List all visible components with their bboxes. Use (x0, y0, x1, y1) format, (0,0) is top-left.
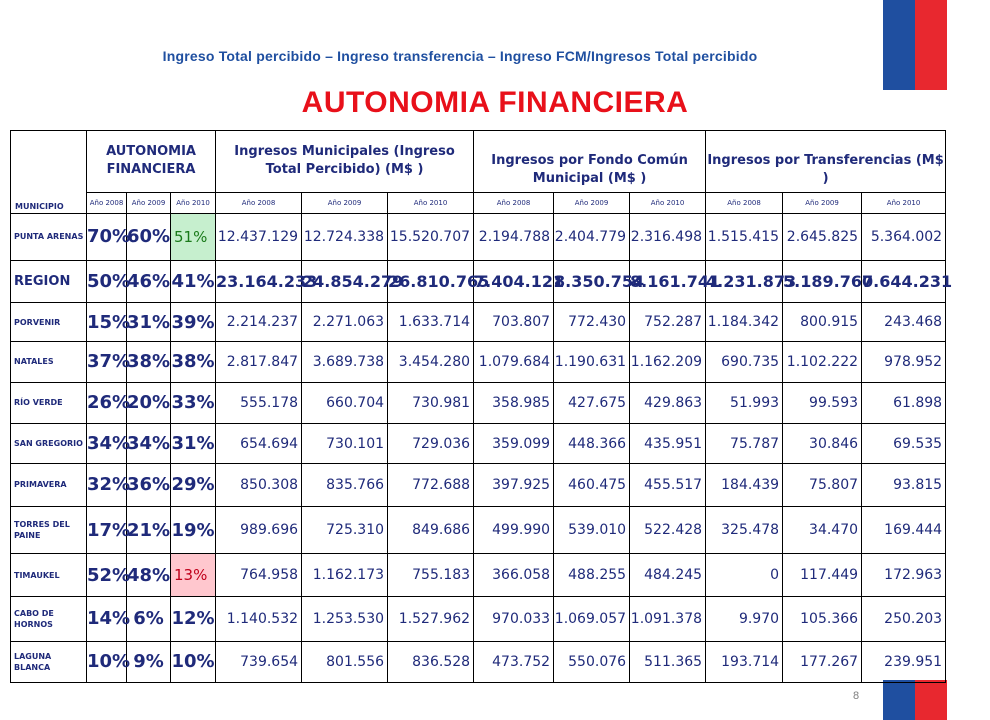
page-number: 8 (853, 690, 860, 702)
slide-title: AUTONOMIA FINANCIERA (301, 86, 689, 119)
transferencias-cell: 250.203 (862, 596, 946, 641)
ingresos-municipales-cell: 836.528 (388, 641, 474, 682)
municipio-cell: CABO DE HORNOS (11, 596, 87, 641)
ingresos-municipales-cell: 654.694 (216, 423, 302, 463)
fcm-cell: 455.517 (630, 464, 706, 506)
autonomia-cell: 26% (87, 382, 127, 423)
year-header: Año 2009 (554, 192, 630, 213)
fcm-cell: 1.069.057 (554, 596, 630, 641)
year-header: Año 2008 (474, 192, 554, 213)
fcm-cell: 359.099 (474, 423, 554, 463)
group-header-autonomia: AUTONOMIA FINANCIERA (87, 131, 216, 193)
municipio-cell: REGION (11, 260, 87, 302)
ingresos-municipales-cell: 1.527.962 (388, 596, 474, 641)
fcm-cell: 448.366 (554, 423, 630, 463)
year-header: Año 2008 (87, 192, 127, 213)
autonomia-cell: 34% (127, 423, 171, 463)
table-row (11, 423, 946, 463)
ingresos-municipales-cell: 835.766 (302, 464, 388, 506)
municipio-cell: PORVENIR (11, 302, 87, 341)
municipio-cell: NATALES (11, 342, 87, 382)
table-row (11, 302, 946, 341)
fcm-cell: 397.925 (474, 464, 554, 506)
autonomia-cell: 14% (87, 596, 127, 641)
autonomia-cell: 19% (171, 506, 216, 554)
fcm-cell: 8.161.741 (630, 260, 706, 302)
transferencias-cell: 99.593 (783, 382, 862, 423)
table-row (11, 596, 946, 641)
fcm-cell: 970.033 (474, 596, 554, 641)
header-row-years (11, 192, 946, 213)
transferencias-cell: 0 (706, 554, 783, 596)
table-row (11, 213, 946, 260)
transferencias-cell: 193.714 (706, 641, 783, 682)
fcm-cell: 1.190.631 (554, 342, 630, 382)
ingresos-municipales-cell: 15.520.707 (388, 213, 474, 260)
fcm-cell: 429.863 (630, 382, 706, 423)
autonomia-cell: 34% (87, 423, 127, 463)
ingresos-municipales-cell: 801.556 (302, 641, 388, 682)
fcm-cell: 460.475 (554, 464, 630, 506)
fcm-cell: 8.350.754 (554, 260, 630, 302)
year-header: Año 2010 (388, 192, 474, 213)
autonomia-cell: 29% (171, 464, 216, 506)
year-header: Año 2008 (216, 192, 302, 213)
fcm-cell: 2.194.788 (474, 213, 554, 260)
fcm-cell: 1.091.378 (630, 596, 706, 641)
autonomia-cell: 38% (171, 342, 216, 382)
autonomia-cell: 21% (127, 506, 171, 554)
table-row (11, 342, 946, 382)
transferencias-cell: 177.267 (783, 641, 862, 682)
group-header-ingresos-municipales: Ingresos Municipales (Ingreso Total Percibido) (M$ ) (216, 131, 474, 193)
transferencias-cell: 1.184.342 (706, 302, 783, 341)
year-header: Año 2009 (302, 192, 388, 213)
fcm-cell: 499.990 (474, 506, 554, 554)
autonomia-cell: 39% (171, 302, 216, 341)
fcm-cell: 366.058 (474, 554, 554, 596)
fcm-cell: 2.404.779 (554, 213, 630, 260)
ingresos-municipales-cell: 729.036 (388, 423, 474, 463)
ingresos-municipales-cell: 2.271.063 (302, 302, 388, 341)
ingresos-municipales-cell: 739.654 (216, 641, 302, 682)
municipio-cell: TORRES DEL PAINE (11, 506, 87, 554)
table-row (11, 506, 946, 554)
fcm-cell: 2.316.498 (630, 213, 706, 260)
municipio-cell: PRIMAVERA (11, 464, 87, 506)
ingresos-municipales-cell: 660.704 (302, 382, 388, 423)
table-row (11, 554, 946, 596)
ingresos-municipales-cell: 725.310 (302, 506, 388, 554)
transferencias-cell: 93.815 (862, 464, 946, 506)
ingresos-municipales-cell: 3.689.738 (302, 342, 388, 382)
fcm-cell: 1.162.209 (630, 342, 706, 382)
ingresos-municipales-cell: 23.164.233 (216, 260, 302, 302)
autonomia-cell: 46% (127, 260, 171, 302)
ingresos-municipales-cell: 772.688 (388, 464, 474, 506)
fcm-cell: 7.404.121 (474, 260, 554, 302)
transferencias-cell: 9.970 (706, 596, 783, 641)
transferencias-cell: 325.478 (706, 506, 783, 554)
fcm-cell: 435.951 (630, 423, 706, 463)
autonomia-cell: 38% (127, 342, 171, 382)
autonomia-cell: 9% (127, 641, 171, 682)
fcm-cell: 539.010 (554, 506, 630, 554)
ingresos-municipales-cell: 1.633.714 (388, 302, 474, 341)
transferencias-cell: 75.807 (783, 464, 862, 506)
transferencias-cell: 2.645.825 (783, 213, 862, 260)
transferencias-cell: 800.915 (783, 302, 862, 341)
transferencias-cell: 1.515.415 (706, 213, 783, 260)
autonomia-cell: 13% (171, 554, 216, 596)
autonomia-cell: 10% (87, 641, 127, 682)
autonomia-cell: 36% (127, 464, 171, 506)
transferencias-cell: 172.963 (862, 554, 946, 596)
fcm-cell: 550.076 (554, 641, 630, 682)
transferencias-cell: 239.951 (862, 641, 946, 682)
ingresos-municipales-cell: 1.140.532 (216, 596, 302, 641)
fcm-cell: 511.365 (630, 641, 706, 682)
transferencias-cell: 105.366 (783, 596, 862, 641)
transferencias-cell: 7.644.231 (862, 260, 946, 302)
autonomia-cell: 70% (87, 213, 127, 260)
fcm-cell: 427.675 (554, 382, 630, 423)
transferencias-cell: 69.535 (862, 423, 946, 463)
autonomia-cell: 17% (87, 506, 127, 554)
fcm-cell: 703.807 (474, 302, 554, 341)
ingresos-municipales-cell: 1.253.530 (302, 596, 388, 641)
flag-decoration-top (883, 0, 947, 90)
municipio-header: MUNICIPIO (11, 131, 87, 214)
table-row (11, 464, 946, 506)
fcm-cell: 1.079.684 (474, 342, 554, 382)
fcm-cell: 522.428 (630, 506, 706, 554)
autonomia-cell: 31% (127, 302, 171, 341)
fcm-cell: 358.985 (474, 382, 554, 423)
fcm-cell: 488.255 (554, 554, 630, 596)
fcm-cell: 484.245 (630, 554, 706, 596)
ingresos-municipales-cell: 989.696 (216, 506, 302, 554)
municipio-cell: PUNTA ARENAS (11, 213, 87, 260)
transferencias-cell: 5.364.002 (862, 213, 946, 260)
transferencias-cell: 690.735 (706, 342, 783, 382)
autonomia-cell: 50% (87, 260, 127, 302)
autonomia-cell: 33% (171, 382, 216, 423)
transferencias-cell: 243.468 (862, 302, 946, 341)
ingresos-municipales-cell: 1.162.173 (302, 554, 388, 596)
municipio-cell: TIMAUKEL (11, 554, 87, 596)
ingresos-municipales-cell: 24.854.279 (302, 260, 388, 302)
autonomia-cell: 37% (87, 342, 127, 382)
ingresos-municipales-cell: 730.101 (302, 423, 388, 463)
fcm-cell: 473.752 (474, 641, 554, 682)
autonomia-cell: 60% (127, 213, 171, 260)
ingresos-municipales-cell: 3.454.280 (388, 342, 474, 382)
municipio-cell: RÍO VERDE (11, 382, 87, 423)
transferencias-cell: 34.470 (783, 506, 862, 554)
autonomia-cell: 15% (87, 302, 127, 341)
ingresos-municipales-cell: 850.308 (216, 464, 302, 506)
autonomia-cell: 20% (127, 382, 171, 423)
autonomia-cell: 41% (171, 260, 216, 302)
ingresos-municipales-cell: 764.958 (216, 554, 302, 596)
table-row (11, 260, 946, 302)
transferencias-cell: 4.231.873 (706, 260, 783, 302)
transferencias-cell: 51.993 (706, 382, 783, 423)
year-header: Año 2009 (783, 192, 862, 213)
autonomia-cell: 6% (127, 596, 171, 641)
transferencias-cell: 1.102.222 (783, 342, 862, 382)
slide-subtitle: Ingreso Total percibido – Ingreso transferencia – Ingreso FCM/Ingresos Total percibido (162, 48, 758, 64)
transferencias-cell: 117.449 (783, 554, 862, 596)
municipio-cell: LAGUNA BLANCA (11, 641, 87, 682)
ingresos-municipales-cell: 555.178 (216, 382, 302, 423)
autonomia-cell: 51% (171, 213, 216, 260)
transferencias-cell: 61.898 (862, 382, 946, 423)
autonomia-cell: 10% (171, 641, 216, 682)
year-header: Año 2010 (862, 192, 946, 213)
ingresos-municipales-cell: 755.183 (388, 554, 474, 596)
ingresos-municipales-cell: 849.686 (388, 506, 474, 554)
table-row (11, 382, 946, 423)
municipio-cell: SAN GREGORIO (11, 423, 87, 463)
year-header: Año 2010 (171, 192, 216, 213)
transferencias-cell: 30.846 (783, 423, 862, 463)
autonomia-table (10, 130, 953, 683)
autonomia-cell: 32% (87, 464, 127, 506)
transferencias-cell: 169.444 (862, 506, 946, 554)
group-header-fcm: Ingresos por Fondo Común Municipal (M$ ) (474, 131, 706, 193)
ingresos-municipales-cell: 12.724.338 (302, 213, 388, 260)
ingresos-municipales-cell: 730.981 (388, 382, 474, 423)
transferencias-cell: 978.952 (862, 342, 946, 382)
year-header: Año 2008 (706, 192, 783, 213)
ingresos-municipales-cell: 26.810.765 (388, 260, 474, 302)
fcm-cell: 752.287 (630, 302, 706, 341)
year-header: Año 2009 (127, 192, 171, 213)
header-row-groups (11, 131, 946, 193)
transferencias-cell: 75.787 (706, 423, 783, 463)
fcm-cell: 772.430 (554, 302, 630, 341)
table-row (11, 641, 946, 682)
transferencias-cell: 184.439 (706, 464, 783, 506)
group-header-transferencias: Ingresos por Transferencias (M$ ) (706, 131, 946, 193)
autonomia-cell: 12% (171, 596, 216, 641)
year-header: Año 2010 (630, 192, 706, 213)
ingresos-municipales-cell: 2.214.237 (216, 302, 302, 341)
ingresos-municipales-cell: 12.437.129 (216, 213, 302, 260)
autonomia-cell: 48% (127, 554, 171, 596)
autonomia-cell: 52% (87, 554, 127, 596)
autonomia-cell: 31% (171, 423, 216, 463)
ingresos-municipales-cell: 2.817.847 (216, 342, 302, 382)
transferencias-cell: 5.189.760 (783, 260, 862, 302)
